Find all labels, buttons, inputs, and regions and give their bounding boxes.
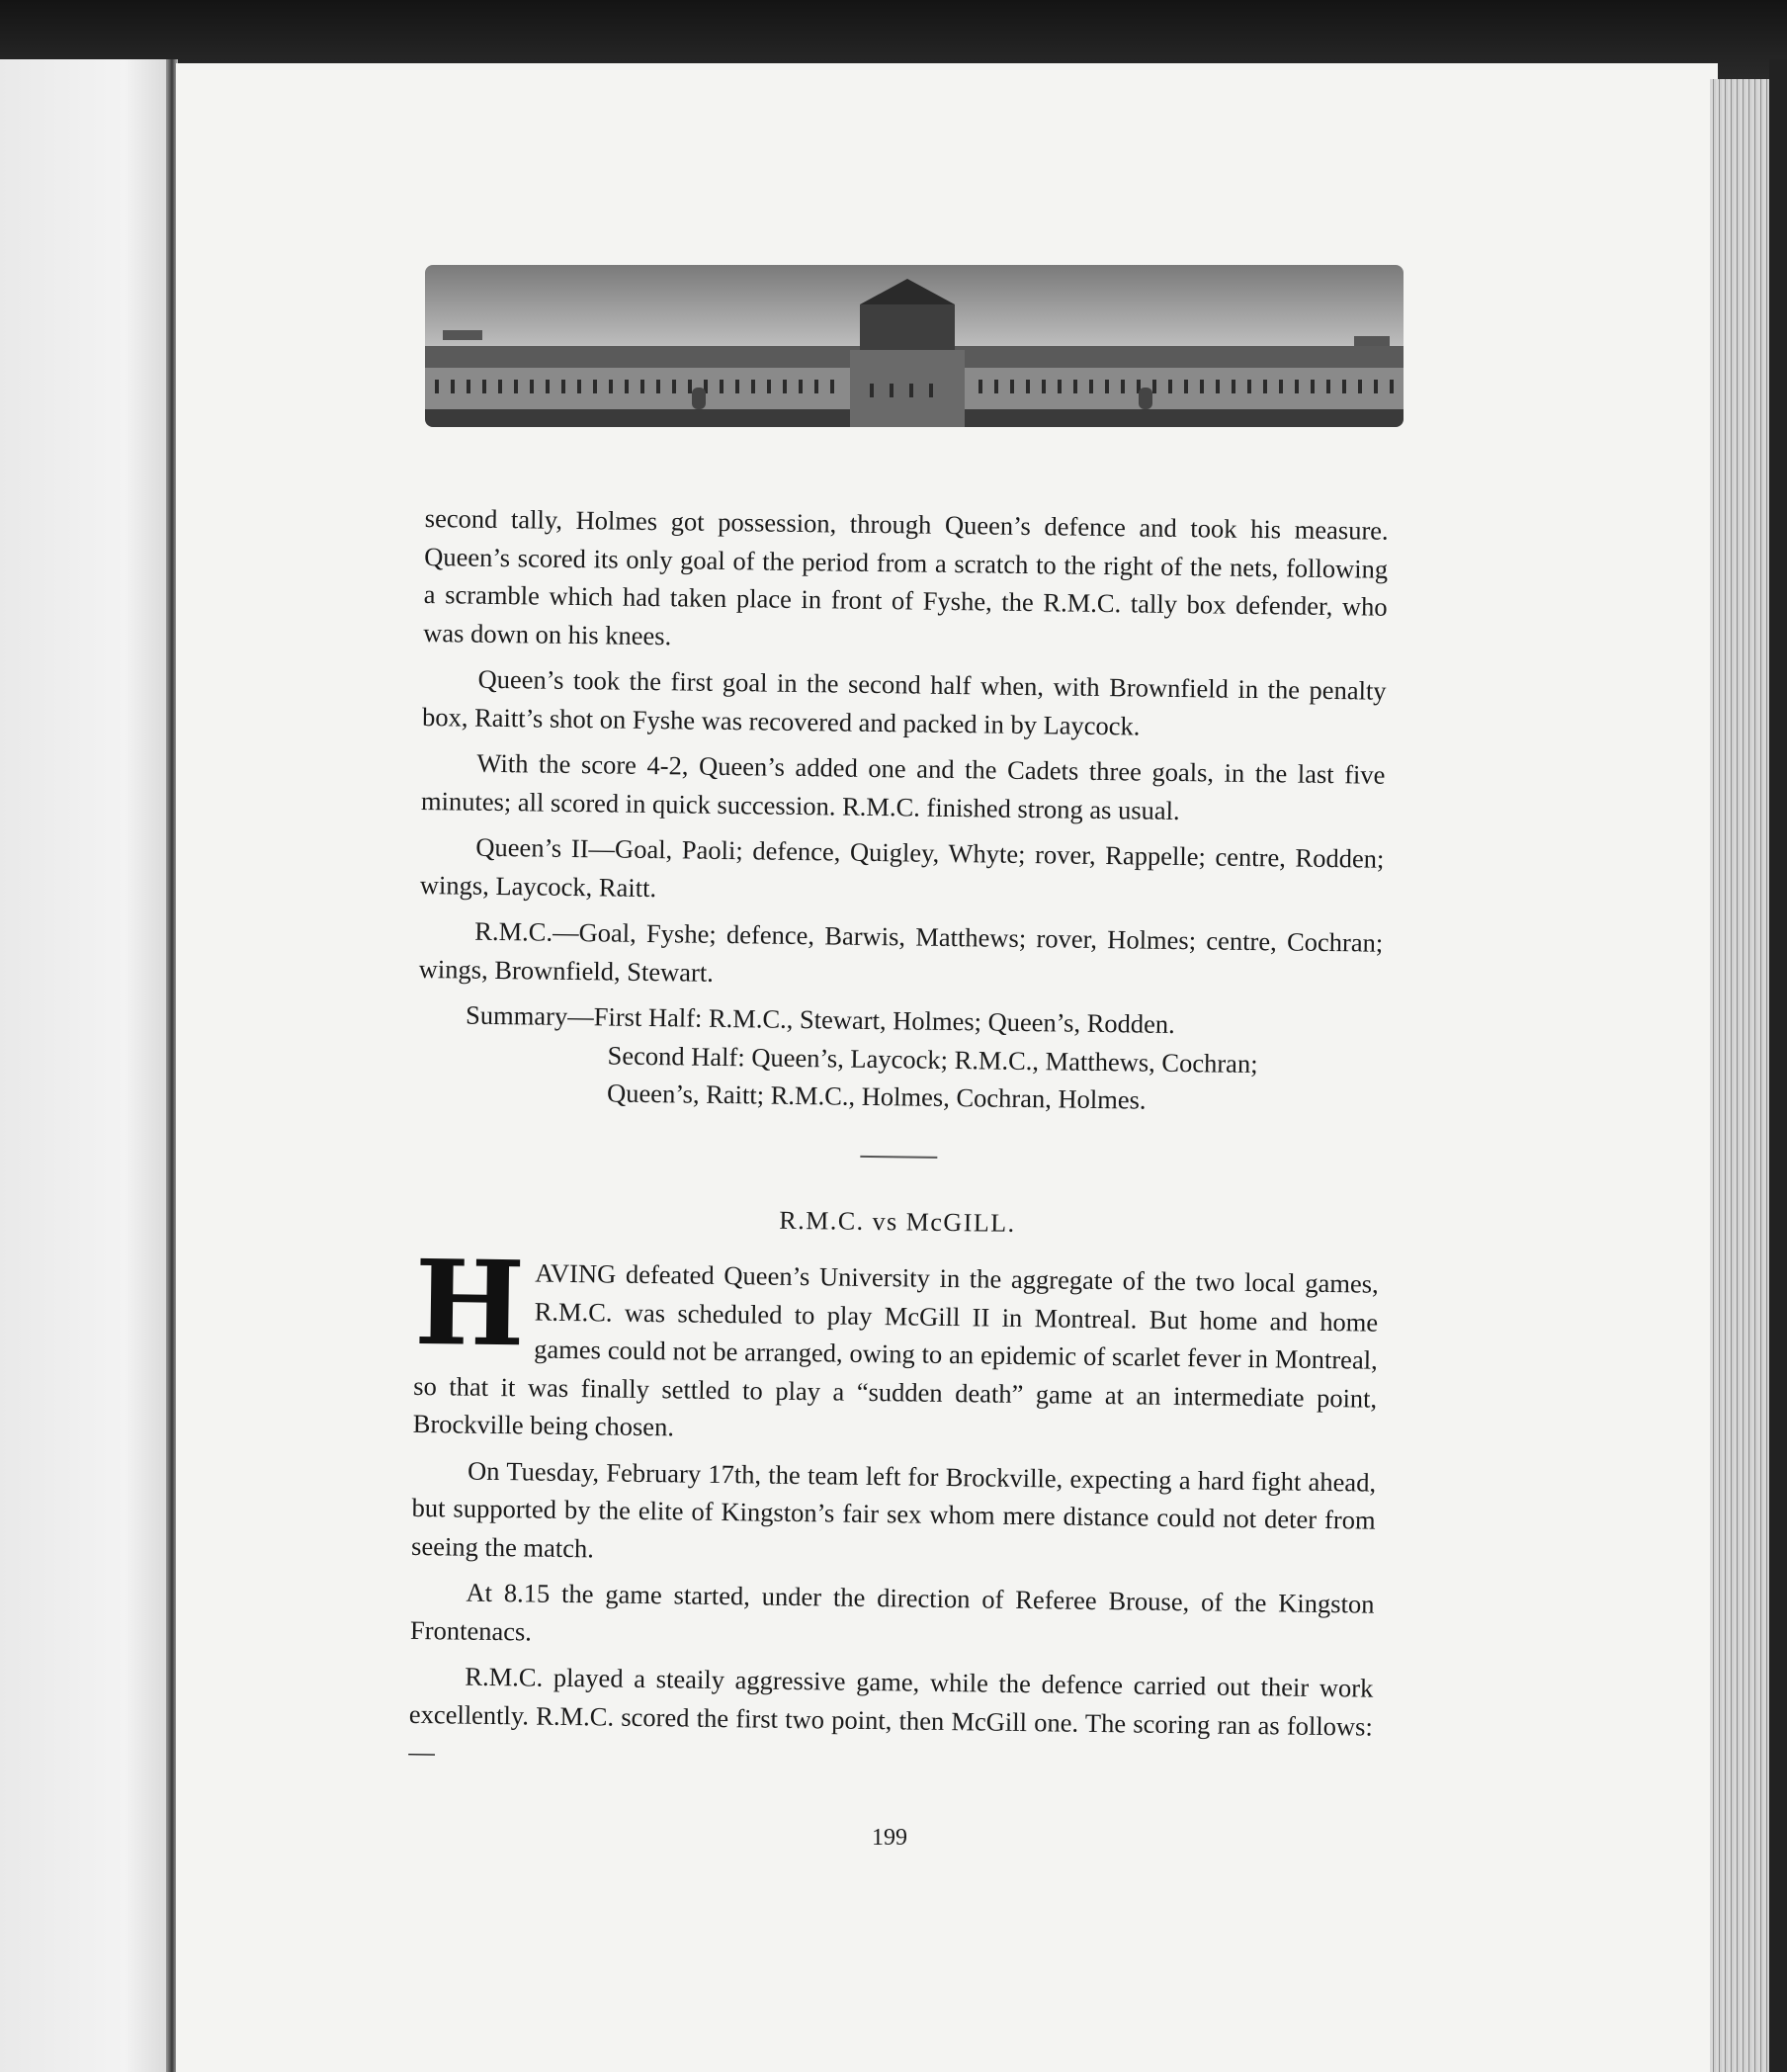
paragraph: Queen’s took the first goal in the second half when, with Brownfield in the penalty box, Raitt’s shot on Fyshe was recovered and packed in by Laycock. <box>421 663 1387 740</box>
paragraph: second tally, Holmes got possession, through Queen’s defence and took his measure. Queen’s scored its only goal of the period from a scratch to the right of the nets, following a scramble which had taken place in front of Fyshe, the R.M.C. tally box defender, who was down on his knees. <box>423 502 1389 650</box>
left-page <box>0 59 178 2072</box>
page-number: 199 <box>872 1825 907 1851</box>
section-divider <box>860 1155 937 1158</box>
scan-background-right <box>1769 59 1787 2072</box>
section-heading: R.M.C. vs McGILL. <box>779 1205 1016 1238</box>
paragraph: At 8.15 the game started, under the direction of Referee Brouse, of the Kingston Frontenacs. <box>409 1577 1375 1647</box>
paragraph: R.M.C. played a steaily aggressive game, while the defence carried out their work excellently. R.M.C. scored the first two point, then McGill one. The scoring ran as follows:— <box>408 1661 1374 1768</box>
paragraph-with-drop-cap <box>412 1233 1379 1455</box>
lineup-queens: Queen’s II—Goal, Paoli; defence, Quigley, Whyte; rover, Rappelle; centre, Rodden; wings, Laycock, Raitt. <box>419 831 1385 903</box>
summary-line: Summary—First Half: R.M.C., Stewart, Holmes; Queen’s, Rodden. <box>465 999 1175 1039</box>
header-illustration-fort <box>425 265 1404 427</box>
page-edges <box>1710 79 1769 2072</box>
paragraph: On Tuesday, February 17th, the team left for Brockville, expecting a hard fight ahead, but supported by the elite of Kingston’s fair sex whom mere distance could not deter from seeing the match. <box>410 1455 1377 1563</box>
lineup-rmc: R.M.C.—Goal, Fyshe; defence, Barwis, Matthews; rover, Holmes; centre, Cochran; wings, Brownfield, Stewart. <box>418 915 1384 988</box>
summary-line: Second Half: Queen’s, Laycock; R.M.C., Matthews, Cochran; <box>607 1039 1258 1079</box>
summary-line: Queen’s, Raitt; R.M.C., Holmes, Cochran, Holmes. <box>606 1078 1147 1115</box>
page-text <box>408 499 1389 1791</box>
paragraph-text: AVING defeated Queen’s University in the aggregate of the two local games, R.M.C. was scheduled to play McGill II in Montreal. But home and home games could not be arranged, owing to an epidemic of scarlet fever in Montreal, so that it was finally settled to play a “sudden death” game at an intermediate point, Brockville being chosen. <box>412 1257 1379 1442</box>
paragraph: With the score 4-2, Queen’s added one and the Cadets three goals, in the last five minutes; all scored in quick succession. R.M.C. finished strong as usual. <box>420 747 1386 825</box>
game-summary <box>465 996 1382 1123</box>
drop-cap: H <box>413 1233 526 1373</box>
